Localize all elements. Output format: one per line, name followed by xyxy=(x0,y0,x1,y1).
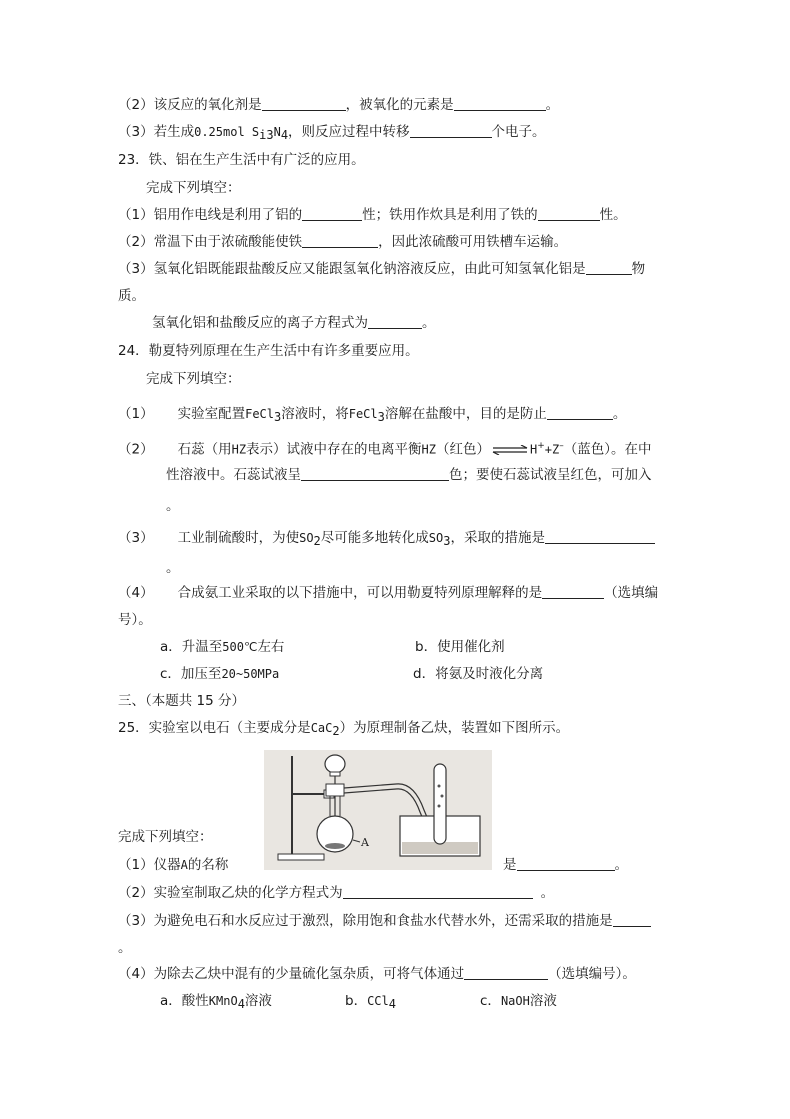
q24-p3-text3: ，采取的措施是 xyxy=(450,530,545,546)
formula: CaC xyxy=(310,721,333,735)
q23-eq-text: 氢氧化铝和盐酸反应的离子方程式为 xyxy=(152,315,368,331)
answer-blank[interactable] xyxy=(547,405,613,420)
subscript: 3 xyxy=(274,410,282,424)
subscript: i3 xyxy=(259,128,274,142)
q23-p2-text2: ，因此浓硫酸可用铁槽车运输。 xyxy=(378,234,568,250)
answer-blank[interactable] xyxy=(410,123,492,138)
formula: 500℃ xyxy=(222,640,258,654)
q23-part1 xyxy=(118,206,627,224)
subscript: 4 xyxy=(237,997,245,1011)
option-label: a．升温至 xyxy=(160,639,223,655)
q25-option-b xyxy=(345,992,396,1010)
answer-blank[interactable] xyxy=(262,96,346,111)
option-label: a．酸性 xyxy=(160,993,209,1009)
q24-p1-text: 实验室配置 xyxy=(177,406,246,422)
q23-p3-text2: 物 xyxy=(631,261,646,277)
q22-p3-text: （3）若生成 xyxy=(118,124,195,140)
q24-part2-cont xyxy=(166,466,652,484)
q24-p1-end: 。 xyxy=(612,406,627,422)
option-label: b． xyxy=(345,993,368,1009)
q24-p2-text6: 色；要使石蕊试液呈红色，可加入 xyxy=(449,467,652,483)
item-number: （2） xyxy=(118,441,154,458)
q25-p1-text2: 的名称 xyxy=(187,857,229,873)
q22-p2-end: 。 xyxy=(545,97,560,113)
q24-p2-text: 石蕊（用 xyxy=(177,441,232,458)
subscript: 4 xyxy=(388,997,396,1011)
q24-p2-text4: （蓝色）。在中 xyxy=(563,441,652,458)
answer-blank[interactable] xyxy=(517,856,615,871)
option-text: 左右 xyxy=(257,639,285,655)
q25-p4-text2: （选填编号）。 xyxy=(548,966,636,982)
answer-blank[interactable] xyxy=(368,314,422,329)
q25-option-c xyxy=(480,992,557,1010)
answer-blank[interactable] xyxy=(545,529,655,544)
q24-option-b: b．使用催化剂 xyxy=(415,639,505,655)
q22-p3-end: 个电子。 xyxy=(491,124,546,140)
q24-part2-end: 。 xyxy=(166,498,180,514)
subscript: 4 xyxy=(280,128,289,142)
q24-part2 xyxy=(118,437,651,459)
q23-p2-text: （2）常温下由于浓硫酸能使铁 xyxy=(118,234,303,250)
q24-p4-text: 合成氨工业采取的以下措施中，可以用勒夏特列原理解释的是 xyxy=(177,585,543,601)
q25-p2-text: （2）实验室制取乙炔的化学方程式为 xyxy=(118,885,343,901)
q23-part2 xyxy=(118,233,567,251)
answer-blank[interactable] xyxy=(613,912,651,927)
q23-title: 23．铁、铝在生产生活中有广泛的应用。 xyxy=(118,152,365,168)
formula: 20~50MPa xyxy=(221,667,280,681)
formula: KMnO xyxy=(208,994,238,1008)
answer-blank[interactable] xyxy=(301,466,449,481)
q23-p3-text: （3）氢氧化铝既能跟盐酸反应又能跟氢氧化钠溶液反应，由此可知氢氧化铝是 xyxy=(118,261,586,277)
q25-p1-text3: 是 xyxy=(503,857,517,873)
q24-p1-text2: 溶液时，将 xyxy=(281,406,349,422)
q23-ionic-equation xyxy=(152,314,436,332)
q25-p4-text: （4）为除去乙炔中混有的少量硫化氢杂质，可将气体通过 xyxy=(118,966,465,982)
q23-p1-text2: 性；铁用作炊具是利用了铁的 xyxy=(362,207,538,223)
superscript: + xyxy=(537,441,545,451)
formula: FeCl xyxy=(348,407,378,421)
option-text: 溶液 xyxy=(529,993,557,1009)
item-number: （4） xyxy=(118,585,154,601)
formula: CCl xyxy=(367,994,389,1008)
option-text: 溶液 xyxy=(244,993,272,1009)
formula: SO xyxy=(428,531,444,545)
q24-part3 xyxy=(118,529,655,547)
q25-p2-end: 。 xyxy=(540,885,555,901)
q24-p3-text2: 尽可能多地转化成 xyxy=(320,530,429,546)
answer-blank[interactable] xyxy=(302,206,362,221)
q25-part3 xyxy=(118,912,651,930)
answer-blank[interactable] xyxy=(538,206,600,221)
answer-blank[interactable] xyxy=(302,233,378,248)
formula: N xyxy=(273,125,281,139)
flask-label: A xyxy=(361,836,369,849)
option-label: c． xyxy=(480,993,501,1009)
q24-title: 24．勒夏特列原理在生产生活中有许多重要应用。 xyxy=(118,343,419,359)
subscript: 3 xyxy=(443,534,451,548)
answer-blank[interactable] xyxy=(464,965,548,980)
formula: A xyxy=(180,858,188,872)
q22-part3 xyxy=(118,123,546,141)
formula: HZ xyxy=(421,442,436,457)
answer-blank[interactable] xyxy=(343,884,533,899)
item-number: （3） xyxy=(118,530,154,546)
q24-p2-text3: （红色） xyxy=(436,441,490,458)
q25-title xyxy=(118,719,569,737)
q22-p3-text2: ，则反应过程中转移 xyxy=(288,124,410,140)
formula: 0.25mol S xyxy=(194,125,260,139)
q25-p1-end: 。 xyxy=(614,857,628,873)
formula: NaOH xyxy=(500,994,530,1008)
section-3-title: 三、（本题共 15 分） xyxy=(118,693,246,709)
q24-p2-text2: 表示）试液中存在的电离平衡 xyxy=(246,441,422,458)
q24-option-d: d．将氨及时液化分离 xyxy=(413,666,544,682)
q23-intro: 完成下列填空： xyxy=(146,180,241,196)
q22-p2-text2: ，被氧化的元素是 xyxy=(345,97,454,113)
apparatus-diagram xyxy=(264,750,492,870)
equilibrium-arrow-icon xyxy=(490,445,530,455)
q23-p1-text: （1）铝用作电线是利用了铝的 xyxy=(118,207,303,223)
q24-part1 xyxy=(118,405,626,423)
answer-blank[interactable] xyxy=(542,584,604,599)
formula: +Z xyxy=(544,442,560,457)
q23-eq-end: 。 xyxy=(422,315,436,331)
q25-intro: 完成下列填空： xyxy=(118,829,213,845)
q25-option-a xyxy=(160,992,272,1010)
option-label: c．加压至 xyxy=(160,666,222,682)
q24-part4 xyxy=(118,584,658,602)
item-number: （1） xyxy=(118,406,154,422)
q23-p1-end: 性。 xyxy=(599,207,627,223)
formula: FeCl xyxy=(245,407,274,421)
superscript: – xyxy=(559,441,564,451)
q24-p1-text3: 溶解在盐酸中，目的是防止 xyxy=(384,406,547,422)
q25-part3-end: 。 xyxy=(118,940,132,956)
subscript: 2 xyxy=(332,724,340,738)
q25-p3-text: （3）为避免电石和水反应过于激烈，除用饱和食盐水代替水外，还需采取的措施是 xyxy=(118,913,613,929)
q25-part4 xyxy=(118,965,636,983)
q25-part1-answer xyxy=(503,856,628,874)
q22-part2 xyxy=(118,96,559,114)
q24-part3-end: 。 xyxy=(166,560,180,576)
acetylene-apparatus-figure xyxy=(264,750,492,870)
q25-p1-text: （1）仪器 xyxy=(118,857,181,873)
q25-part1 xyxy=(118,856,228,874)
answer-blank[interactable] xyxy=(586,260,632,275)
formula: SO xyxy=(299,531,314,545)
q24-p2-text5: 性溶液中。石蕊试液呈 xyxy=(166,467,301,483)
q23-part3-cont: 质。 xyxy=(118,288,145,304)
subscript: 2 xyxy=(313,534,321,548)
q24-part4-cont: 号）。 xyxy=(118,612,152,628)
q22-p2-text: （2）该反应的氧化剂是 xyxy=(118,97,262,113)
formula: H xyxy=(530,442,538,457)
q23-part3 xyxy=(118,260,645,278)
subscript: 3 xyxy=(377,410,385,424)
q24-p4-text2: （选填编 xyxy=(604,585,659,601)
formula: HZ xyxy=(231,442,247,457)
q25-title-text2: ）为原理制备乙炔，装置如下图所示。 xyxy=(339,720,570,736)
q24-option-c xyxy=(160,665,279,683)
answer-blank[interactable] xyxy=(454,96,546,111)
q25-part2 xyxy=(118,884,554,902)
q24-intro: 完成下列填空： xyxy=(146,371,241,387)
q25-title-text: 25．实验室以电石（主要成分是 xyxy=(118,720,311,736)
q24-p3-text: 工业制硫酸时，为使 xyxy=(177,530,300,546)
q24-option-a xyxy=(160,638,284,656)
